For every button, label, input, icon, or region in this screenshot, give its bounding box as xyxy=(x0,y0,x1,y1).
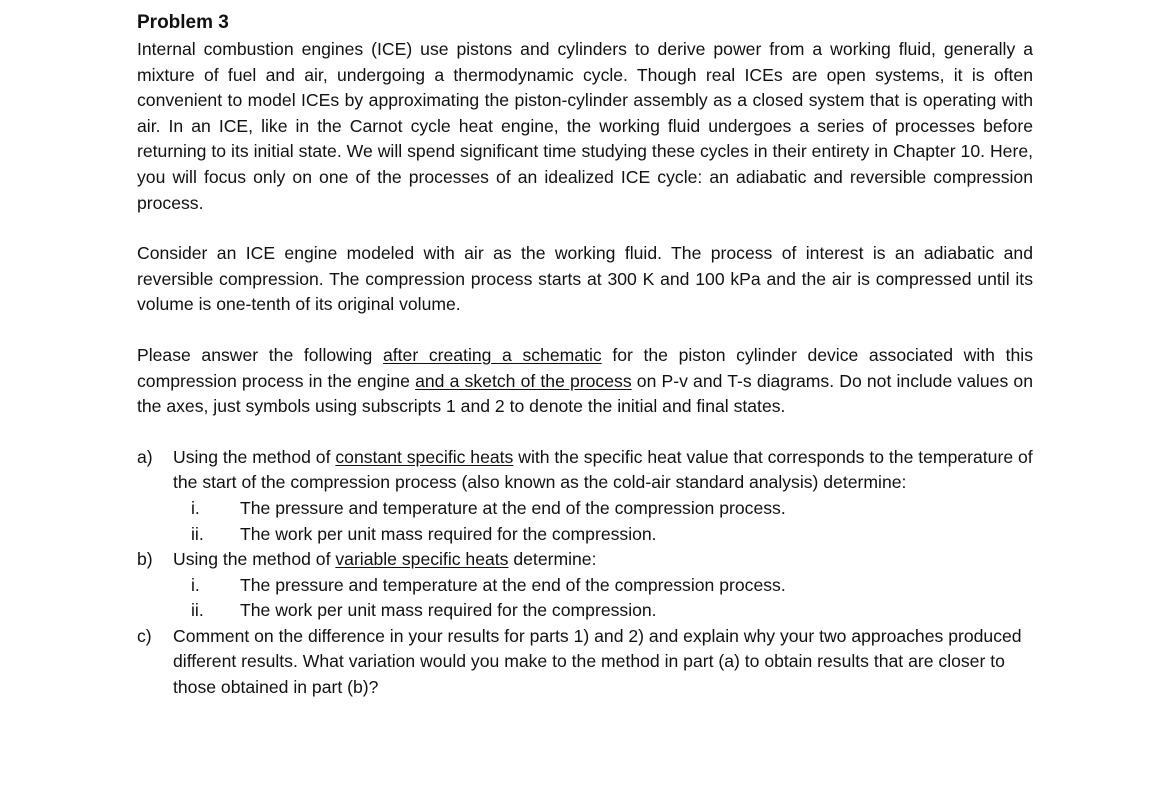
intro-paragraph: Internal combustion engines (ICE) use pistons and cylinders to derive power from a working fluid, generally a mixture of fuel and air, undergoing a thermodynamic cycle. Though real ICEs are open systems, it is often convenient to model ICEs by approximating the piston-cylinder assembly as a closed system that is operating with air. In an ICE, like in the Carnot cycle heat engine, the working fluid undergoes a series of processes before returning to its initial state. We will spend significant time studying these cycles in their entirety in Chapter 10. Here, you will focus only on one of the processes of an idealized ICE cycle: an adiabatic and reversible compression process. xyxy=(137,39,1033,213)
part-c xyxy=(137,624,1033,701)
part-b-subitem-i xyxy=(137,573,1033,599)
part-a-text-2: with the specific heat value that corresponds to the temperature of the start of the compression process (also known as the cold-air standard analysis) determine: xyxy=(173,446,1033,493)
part-b-i-text: The pressure and temperature at the end of the compression process. xyxy=(240,574,786,595)
instructions-underline-sketch: and a sketch of the process xyxy=(415,370,632,391)
setup-paragraph: Consider an ICE engine modeled with air as the working fluid. The process of interest is an adiabatic and reversible compression. The compression process starts at 300 K and 100 kPa and the air is compressed until its volume is one-tenth of its original volume. xyxy=(137,243,1033,315)
part-a-i-number: i. xyxy=(191,497,200,518)
part-a-subitem-ii xyxy=(137,522,1033,548)
part-a-text xyxy=(173,445,1033,496)
part-a-subitem-i xyxy=(137,496,1033,522)
part-b xyxy=(137,547,1033,624)
part-b-text xyxy=(173,547,1033,573)
question-parts xyxy=(137,445,1033,701)
part-c-text: Comment on the difference in your results for parts 1) and 2) and explain why your two approaches produced different results. What variation would you make to the method in part (a) to obtain results that are closer to those obtained in part (b)? xyxy=(173,625,1022,698)
part-b-ii-number: ii. xyxy=(191,600,204,621)
part-b-underline: variable specific heats xyxy=(335,549,509,570)
problem-title: Problem 3 xyxy=(137,12,229,33)
problem-document xyxy=(137,10,1033,701)
part-a-label: a) xyxy=(137,446,153,467)
instructions-text-3: on P-v and T-s diagrams. Do not include values on the axes, just symbols using subscripts 1 and 2 to denote the initial and final states. xyxy=(137,370,1033,417)
part-b-ii-text: The work per unit mass required for the compression. xyxy=(240,600,657,621)
instructions-paragraph xyxy=(137,343,1033,420)
part-b-subitem-ii xyxy=(137,598,1033,624)
part-b-text-2: determine: xyxy=(508,549,597,570)
part-a-text-1: Using the method of xyxy=(173,446,336,467)
instructions-text-2: for the piston cylinder device associated with this compression process in the engine xyxy=(137,344,1033,391)
instructions-underline-schematic: after creating a schematic xyxy=(382,344,602,365)
part-b-text-1: Using the method of xyxy=(173,549,336,570)
part-b-label: b) xyxy=(137,549,153,570)
part-a-ii-number: ii. xyxy=(191,523,204,544)
part-a-underline: constant specific heats xyxy=(335,446,514,467)
part-b-i-number: i. xyxy=(191,574,200,595)
part-c-label: c) xyxy=(137,625,152,646)
instructions-text-1: Please answer the following xyxy=(137,344,383,365)
part-a-i-text: The pressure and temperature at the end of the compression process. xyxy=(240,497,786,518)
part-a xyxy=(137,445,1033,547)
part-a-ii-text: The work per unit mass required for the compression. xyxy=(240,523,657,544)
